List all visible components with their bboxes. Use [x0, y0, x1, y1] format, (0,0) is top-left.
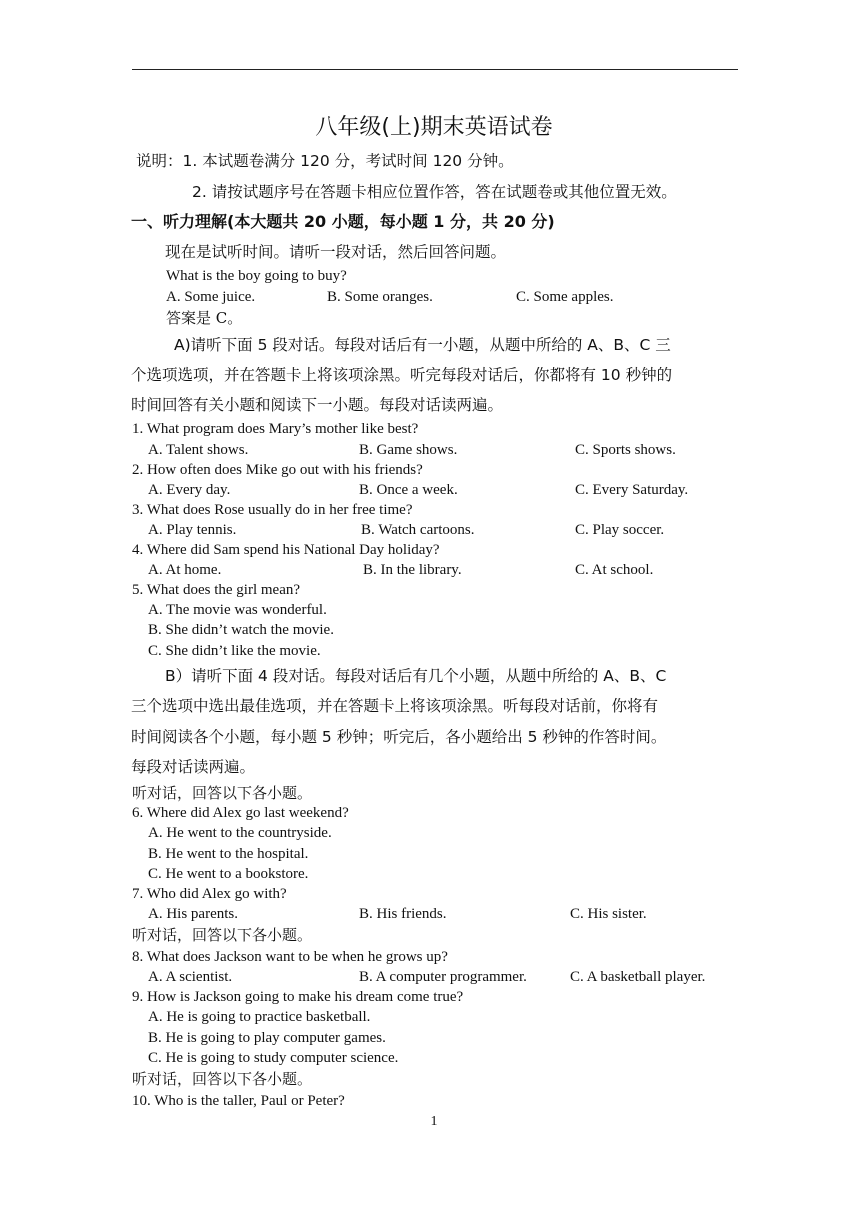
q5-option-a: A. The movie was wonderful. [148, 602, 327, 618]
q8-option-a: A. A scientist. [148, 969, 233, 985]
part-b-instructions-1: B）请听下面 4 段对话。每段对话后有几个小题，从题中所给的 A、B、C [165, 667, 667, 685]
q4-option-c: C. At school. [575, 562, 654, 578]
part-a-instructions-3: 时间回答有关小题和阅读下一小题。每段对话读两遍。 [131, 396, 504, 414]
part-a-instructions-1: A)请听下面 5 段对话。每段对话后有一小题，从题中所给的 A、B、C 三 [174, 336, 671, 354]
question-2: 2. How often does Mike go out with his friends? [132, 462, 423, 478]
example-option-a: A. Some juice. [166, 289, 256, 305]
part-b-instructions-3: 时间阅读各个小题，每小题 5 秒钟；听完后，各小题给出 5 秒钟的作答时间。 [131, 728, 667, 746]
page-number: 1 [430, 1114, 438, 1129]
q8-option-b: B. A computer programmer. [359, 969, 527, 985]
q6-option-b: B. He went to the hospital. [148, 846, 309, 862]
part-a-instructions-2: 个选项选项，并在答题卡上将该项涂黑。听完每段对话后，你都将有 10 秒钟的 [131, 366, 673, 384]
exam-title: 八年级(上)期末英语试卷 [315, 115, 553, 140]
q1-option-b: B. Game shows. [359, 442, 458, 458]
example-question: What is the boy going to buy? [166, 268, 347, 284]
q8-option-c: C. A basketball player. [570, 969, 706, 985]
question-3: 3. What does Rose usually do in her free time? [132, 502, 413, 518]
part-b-instructions-4: 每段对话读两遍。 [131, 758, 256, 776]
q9-option-a: A. He is going to practice basketball. [148, 1009, 371, 1025]
q9-option-c: C. He is going to study computer science. [148, 1050, 399, 1066]
header-rule [132, 69, 738, 70]
part-b-instructions-2: 三个选项中选出最佳选项，并在答题卡上将该项涂黑。听每段对话前，你将有 [131, 697, 659, 715]
q7-option-c: C. His sister. [570, 906, 647, 922]
q1-option-c: C. Sports shows. [575, 442, 676, 458]
q4-option-a: A. At home. [148, 562, 222, 578]
question-4: 4. Where did Sam spend his National Day holiday? [132, 542, 440, 558]
listen-prompt-1: 听对话，回答以下各小题。 [132, 784, 313, 802]
question-7: 7. Who did Alex go with? [132, 886, 287, 902]
example-intro: 现在是试听时间。请听一段对话，然后回答问题。 [165, 243, 507, 261]
q3-option-a: A. Play tennis. [148, 522, 237, 538]
q3-option-c: C. Play soccer. [575, 522, 665, 538]
example-option-c: C. Some apples. [516, 289, 614, 305]
q2-option-c: C. Every Saturday. [575, 482, 689, 498]
section-heading: 一、听力理解(本大题共 20 小题，每小题 1 分，共 20 分) [131, 212, 555, 231]
listen-prompt-2: 听对话，回答以下各小题。 [132, 926, 313, 944]
example-option-b: B. Some oranges. [327, 289, 433, 305]
q6-option-a: A. He went to the countryside. [148, 825, 332, 841]
q2-option-a: A. Every day. [148, 482, 231, 498]
note-1: 说明：1. 本试题卷满分 120 分，考试时间 120 分钟。 [136, 152, 514, 170]
q7-option-a: A. His parents. [148, 906, 238, 922]
example-answer: 答案是 C。 [166, 309, 243, 327]
q5-option-c: C. She didn’t like the movie. [148, 643, 321, 659]
q9-option-b: B. He is going to play computer games. [148, 1030, 386, 1046]
q7-option-b: B. His friends. [359, 906, 447, 922]
question-6: 6. Where did Alex go last weekend? [132, 805, 349, 821]
question-10: 10. Who is the taller, Paul or Peter? [132, 1093, 345, 1109]
question-8: 8. What does Jackson want to be when he grows up? [132, 949, 448, 965]
q4-option-b: B. In the library. [363, 562, 462, 578]
q6-option-c: C. He went to a bookstore. [148, 866, 309, 882]
question-5: 5. What does the girl mean? [132, 582, 301, 598]
listen-prompt-3: 听对话，回答以下各小题。 [132, 1070, 313, 1088]
q3-option-b: B. Watch cartoons. [361, 522, 475, 538]
q5-option-b: B. She didn’t watch the movie. [148, 622, 334, 638]
q2-option-b: B. Once a week. [359, 482, 458, 498]
question-9: 9. How is Jackson going to make his dream come true? [132, 989, 464, 1005]
note-2: 2. 请按试题序号在答题卡相应位置作答，答在试题卷或其他位置无效。 [192, 183, 677, 201]
question-1: 1. What program does Mary’s mother like best? [132, 421, 419, 437]
q1-option-a: A. Talent shows. [148, 442, 249, 458]
